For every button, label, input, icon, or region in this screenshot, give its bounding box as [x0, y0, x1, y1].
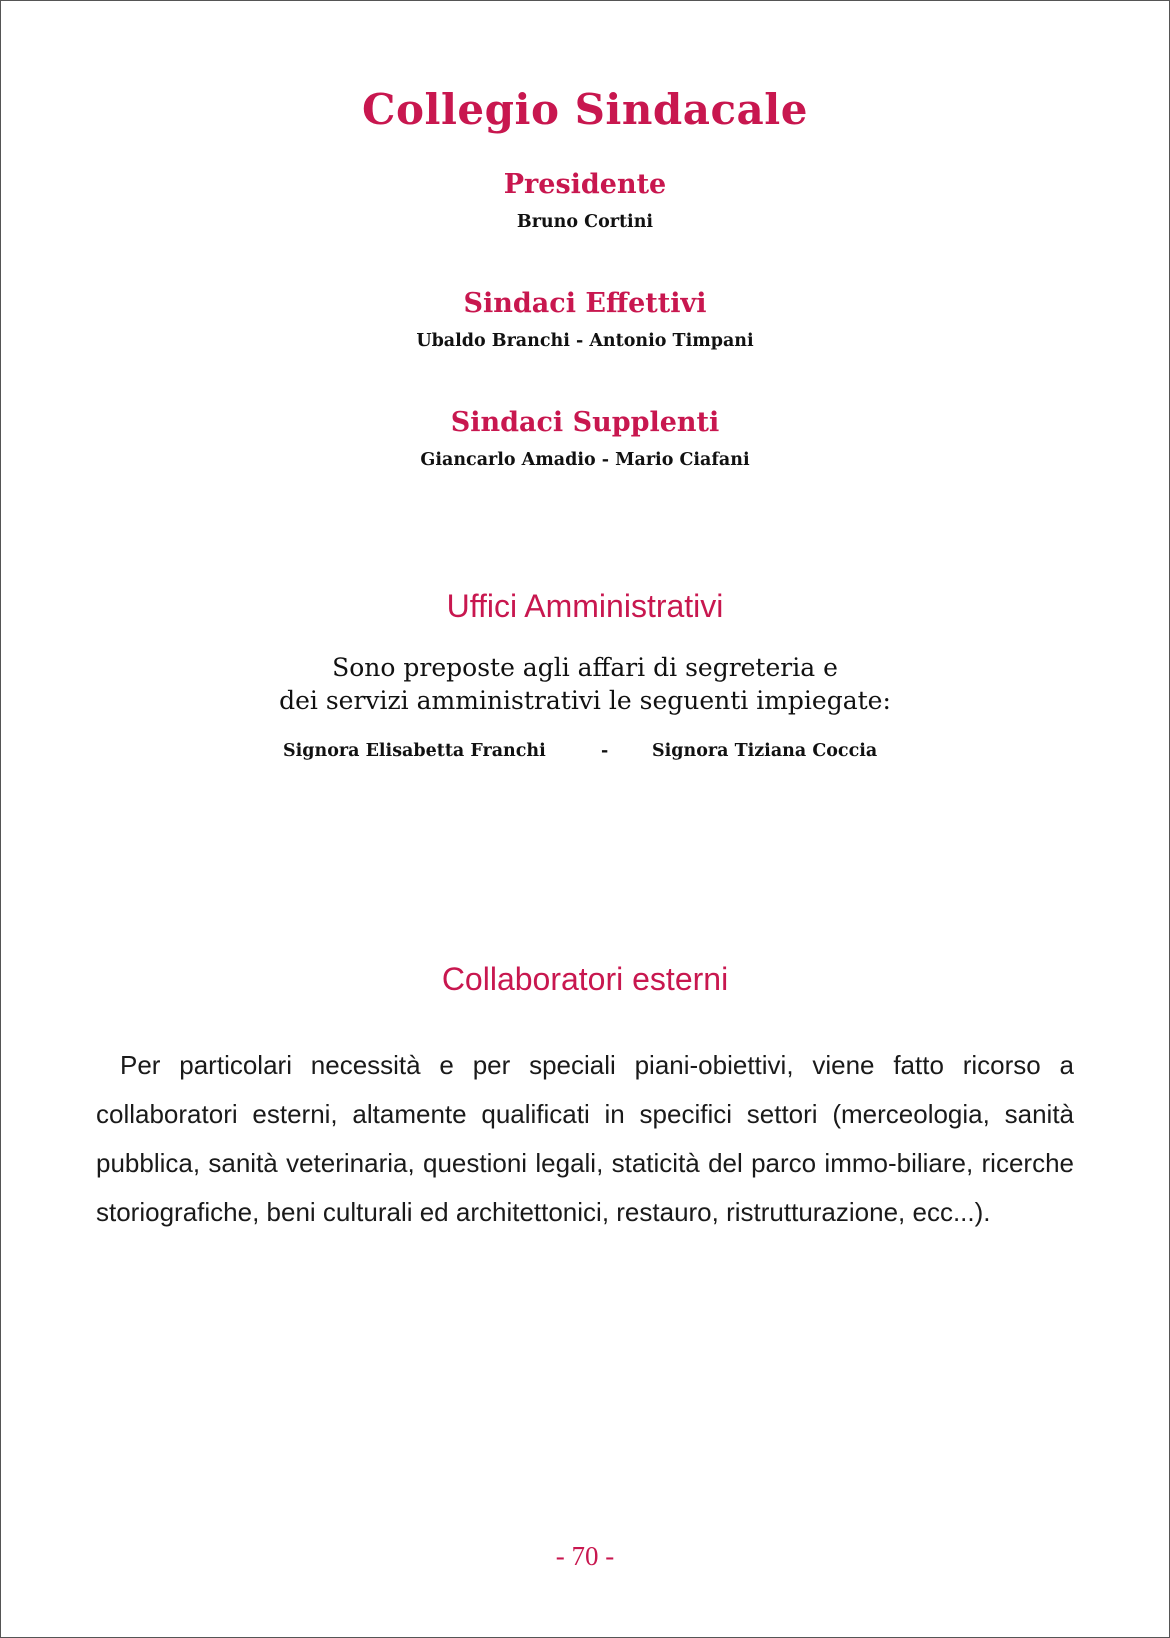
uffici-description-line-2: dei servizi amministrativi le seguenti impiegate:	[279, 686, 891, 715]
staff-separator: -	[601, 741, 609, 761]
role-heading-sindaci-supplenti: Sindaci Supplenti	[450, 407, 720, 438]
role-heading-presidente: Presidente	[503, 169, 667, 200]
section-title-uffici-amministrativi: Uffici Amministrativi	[446, 588, 724, 624]
role-heading-sindaci-effettivi: Sindaci Effettivi	[463, 288, 707, 319]
uffici-description-line-1: Sono preposte agli affari di segreteria e	[332, 653, 838, 682]
staff-member-2: Signora Tiziana Coccia	[652, 741, 878, 761]
section-title-collegio-sindacale: Collegio Sindacale	[362, 85, 808, 134]
page-number: - 70 -	[555, 1541, 615, 1571]
collaboratori-paragraph: Per particolari necessità e per speciali piani-obiettivi, viene fatto ricorso a collaboratori esterni, altamente qualificati in specifici settori (merceologia, sanità pubblica, sanità veterinaria, questioni legali, staticità del parco immo-biliare, ricerche storiografiche, beni culturali ed architettonici, restauro, ristrutturazione, ecc...).	[96, 1050, 1074, 1227]
sindaci-effettivi-names: Ubaldo Branchi - Antonio Timpani	[416, 331, 754, 351]
section-title-collaboratori-esterni: Collaboratori esterni	[441, 961, 729, 997]
sindaci-supplenti-names: Giancarlo Amadio - Mario Ciafani	[420, 450, 750, 470]
presidente-name: Bruno Cortini	[516, 212, 654, 232]
staff-member-1: Signora Elisabetta Franchi	[283, 741, 546, 761]
